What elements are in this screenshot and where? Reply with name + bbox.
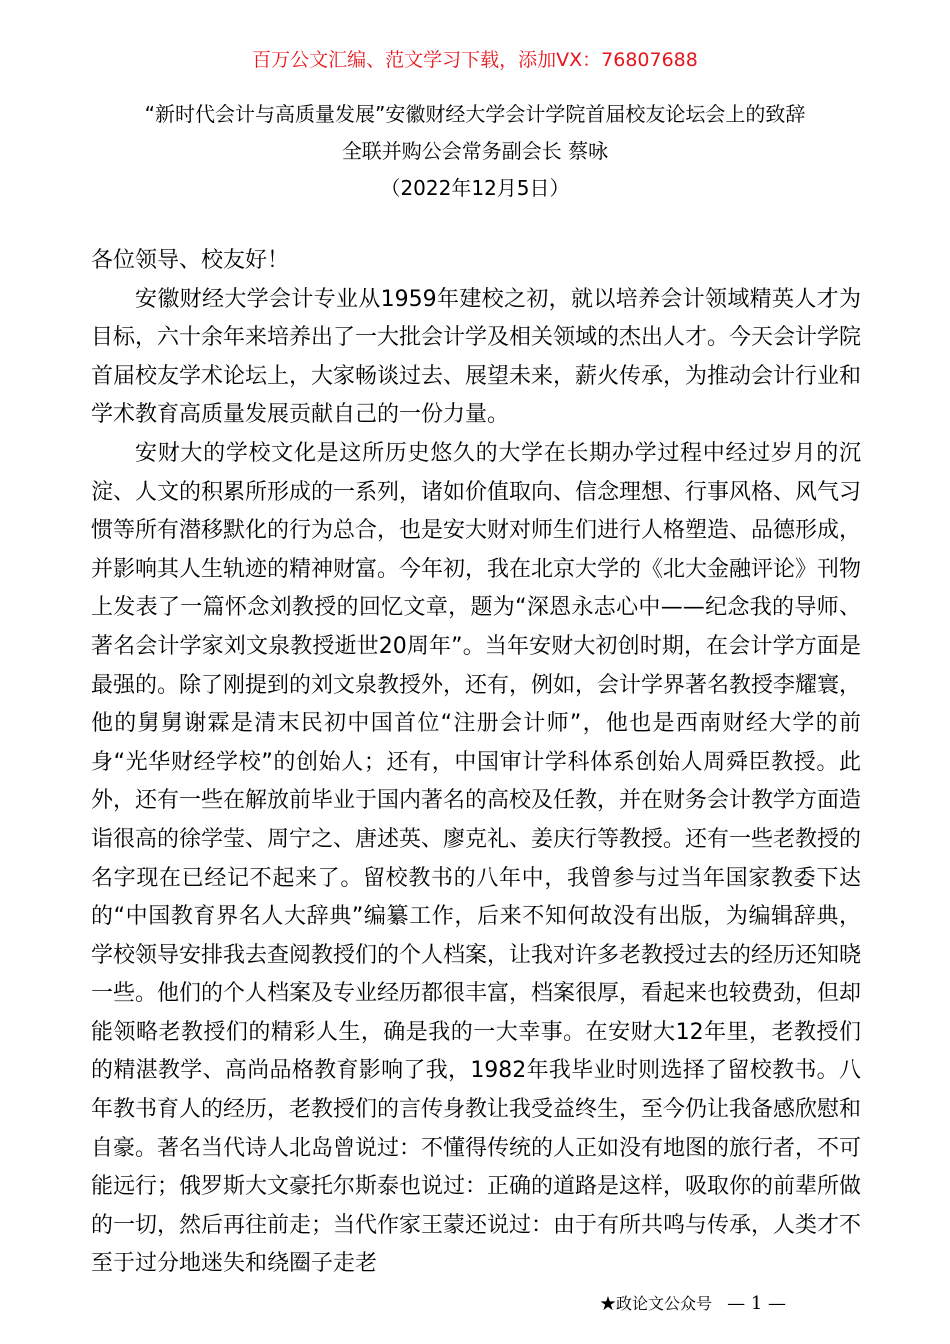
document-title: “新时代会计与高质量发展”安徽财经大学会计学院首届校友论坛会上的致辞 (144, 102, 806, 126)
promo-banner: 百万公文汇编、范文学习下载，添加VX：76807688 (252, 49, 698, 71)
salutation: 各位领导、校友好！ (91, 248, 290, 273)
page-footer (600, 1290, 860, 1318)
page-number: — 1 — (727, 1293, 787, 1314)
speaker-line: 全联并购公会常务副会长 蔡咏 (341, 139, 609, 163)
title-block (0, 96, 950, 207)
paragraph: 安财大的学校文化是这所历史悠久的大学在长期办学过程中经过岁月的沉淀、人文的积累所形成的一系列，诸如价值取向、信念理想、行事风格、风气习惯等所有潜移默化的行为总合，也是安大财对师生们进行人格塑造、品德形成，并影响其人生轨迹的精神财富。今年初，我在北京大学的《北大金融评论》刊物上发表了一篇怀念刘教授的回忆文章，题为“深恩永志心中——纪念我的导师、著名会计学家刘文泉教授逝世20周年”。当年安财大初创时期，在会计学方面是最强的。除了刚提到的刘文泉教授外，还有，例如，会计学界著名教授李耀寰，他的舅舅谢霖是清末民初中国首位“注册会计师”，他也是西南财经大学的前身“光华财经学校”的创始人；还有，中国审计学科体系创始人周舜臣教授。此外，还有一些在解放前毕业于国内著名的高校及任教，并在财务会计教学方面造诣很高的徐学莹、周宁之、唐述英、廖克礼、姜庆行等教授。还有一些老教授的名字现在已经记不起来了。留校教书的八年中，我曾参与过当年国家教委下达的“中国教育界名人大辞典”编纂工作，后来不知何故没有出版，为编辑辞典，学校领导安排我去查阅教授们的个人档案，让我对许多老教授过去的经历还知晓一些。他们的个人档案及专业经历都很丰富，档案很厚，看起来也较费劲，但却能领略老教授们的精彩人生，确是我的一大幸事。在安财大12年里，老教授们的精湛教学、高尚品格教育影响了我，1982年我毕业时则选择了留校教书。八年教书育人的经历，老教授们的言传身教让我受益终生，至今仍让我备感欣慰和自豪。著名当代诗人北岛曾说过：不懂得传统的人正如没有地图的旅行者，不可能远行；俄罗斯大文豪托尔斯泰也说过：正确的道路是这样，吸取你的前辈所做的一切，然后再往前走；当代作家王蒙还说过：由于有所共鸣与传承，人类才不至于过分地迷失和绕圈子走老 (91, 440, 862, 1277)
body-text (91, 242, 861, 1284)
document-date: （2022年12月5日） (380, 176, 570, 200)
paragraph: 安徽财经大学会计专业从1959年建校之初，就以培养会计领域精英人才为目标，六十余年来培养出了一大批会计学及相关领域的杰出人才。今天会计学院首届校友学术论坛上，大家畅谈过去、展望未来，薪火传承，为推动会计行业和学术教育高质量发展贡献自己的一份力量。 (91, 286, 862, 428)
footer-source: ★政论文公众号 (600, 1294, 713, 1313)
